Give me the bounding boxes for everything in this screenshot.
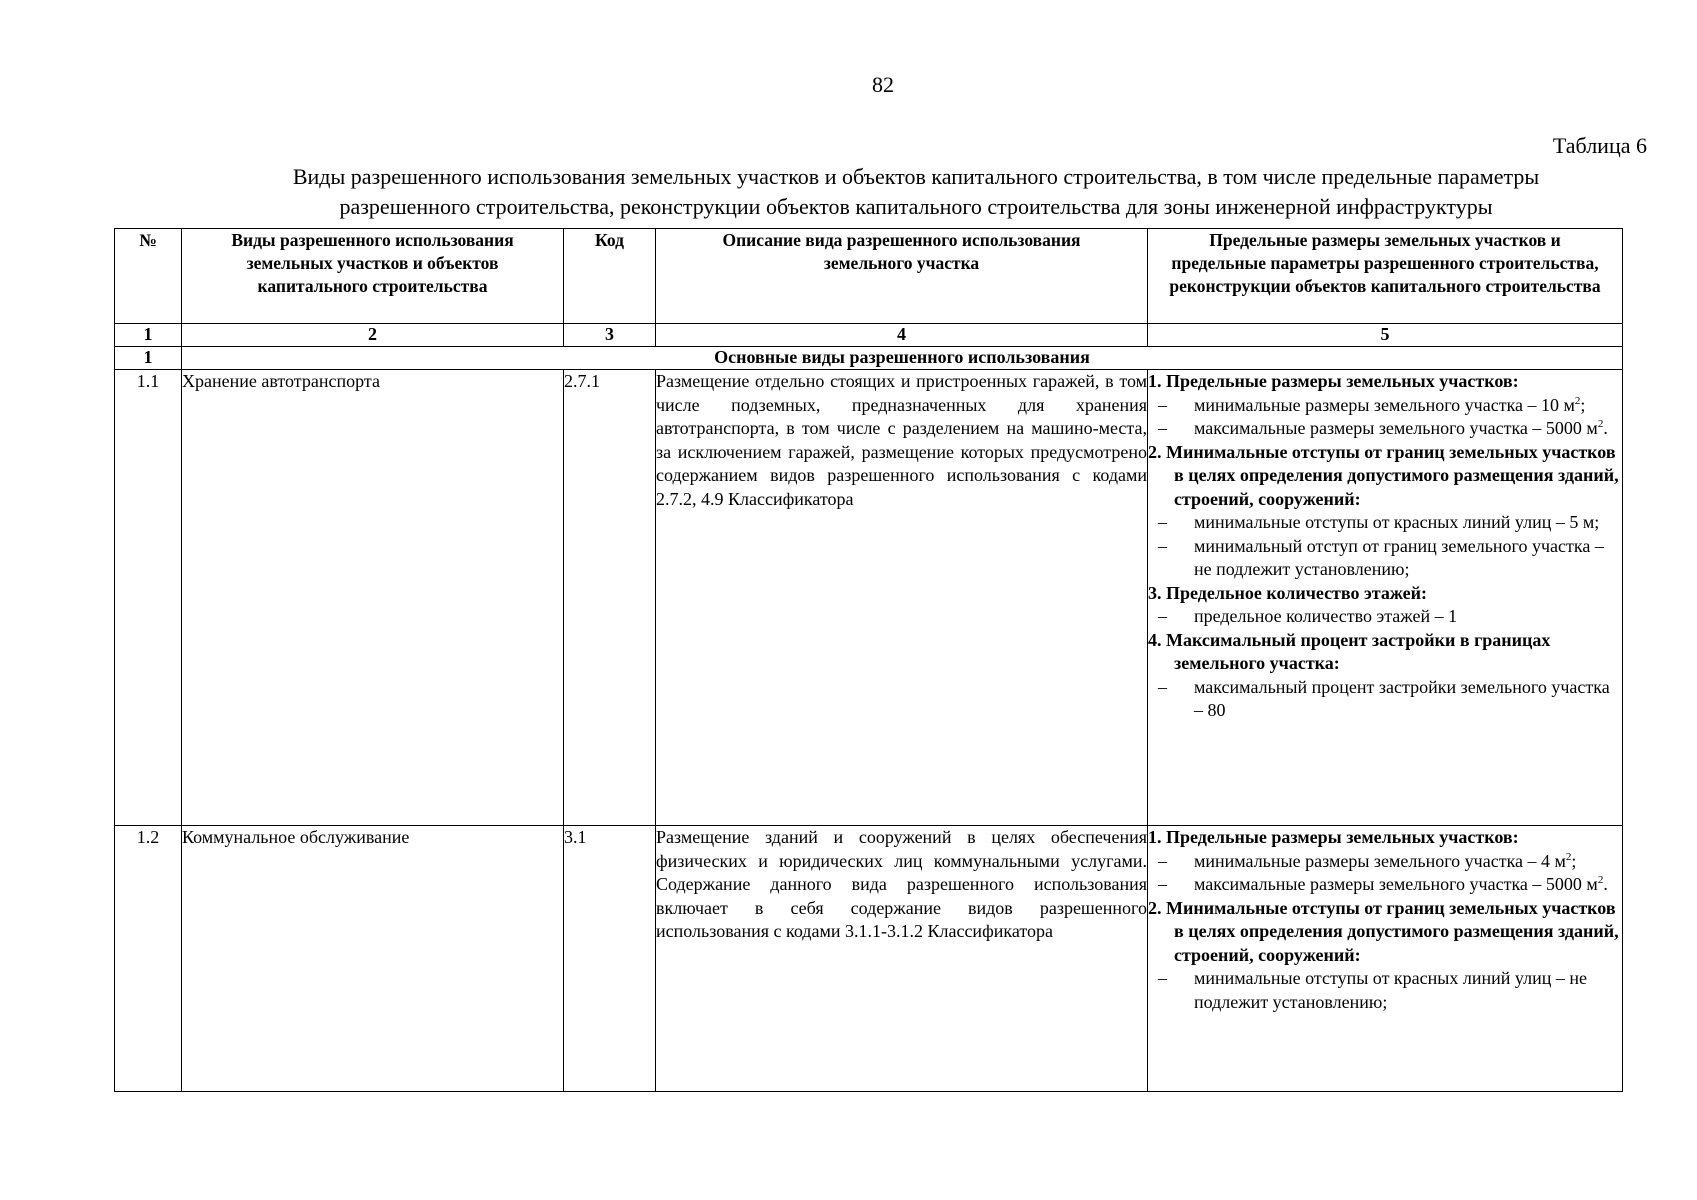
param-item: – минимальные размеры земельного участка – 10 $м^2$;: [1148, 394, 1622, 418]
column-number-5: 5: [1148, 324, 1623, 347]
dash-bullet: –: [1158, 512, 1167, 532]
param-item: – предельное количество этажей – 1: [1148, 605, 1622, 629]
param-item: – минимальный отступ от границ земельного участка – не подлежит установлению;: [1158, 535, 1604, 579]
page-number: 82: [872, 72, 894, 97]
header-description: Описание вида разрешенного использования земельного участка: [656, 229, 1148, 324]
dash-bullet: –: [1158, 968, 1167, 988]
dash-bullet: –: [1158, 606, 1167, 626]
dash-bullet: –: [1158, 850, 1167, 871]
row-code: 2.7.1: [564, 370, 656, 826]
header-num: №: [115, 229, 182, 324]
param-heading: 2. Минимальные отступы от границ земельных участков в целях определения допустимого размещения зданий, строений, сооружений:: [1148, 441, 1619, 509]
param-item: – максимальный процент застройки земельного участка – 80: [1158, 676, 1610, 720]
header-code: Код: [564, 229, 656, 324]
row-number: 1.1: [115, 370, 182, 826]
table-label: Таблица 6: [1552, 133, 1647, 158]
column-number-3: 3: [564, 324, 656, 347]
section-title: Основные виды разрешенного использования: [182, 347, 1623, 370]
row-number: 1.2: [115, 826, 182, 1092]
row-code: 3.1: [564, 826, 656, 1092]
land-use-table: [114, 228, 1623, 1092]
row-kind: Коммунальное обслуживание: [182, 826, 564, 1092]
dash-bullet: –: [1158, 418, 1167, 438]
dash-bullet: –: [1158, 394, 1167, 415]
column-number-2: 2: [182, 324, 564, 347]
section-number: 1: [115, 347, 182, 370]
dash-bullet: –: [1158, 874, 1167, 894]
param-item: – минимальные размеры земельного участка – 4 $м^2$;: [1148, 850, 1622, 874]
column-number-4: 4: [656, 324, 1148, 347]
param-heading: 1. Предельные размеры земельных участков:: [1148, 371, 1519, 391]
row-description: Размещение отдельно стоящих и пристроенных гаражей, в том числе подземных, предназначенных для хранения автотранспорта, в том числе с разделением на машино-места, за исключением гаражей, размещение которых предусмотрено содержанием видов разрешенного использования с кодами 2.7.2, 4.9 Классификатора: [656, 370, 1148, 826]
param-heading: 1. Предельные размеры земельных участков:: [1148, 827, 1519, 847]
table-row: [115, 370, 1623, 826]
param-item: – минимальные отступы от красных линий улиц – 5 м;: [1148, 511, 1622, 535]
header-kind: Виды разрешенного использования земельных участков и объектов капитального строительства: [182, 229, 564, 324]
table-title-line-1: Виды разрешенного использования земельных участков и объектов капитального строительства, в том числе предельные параметры: [292, 164, 1540, 189]
column-number-row: [115, 324, 1623, 347]
dash-bullet: –: [1158, 535, 1167, 556]
param-heading: 2. Минимальные отступы от границ земельных участков в целях определения допустимого размещения зданий, строений, сооружений:: [1148, 897, 1619, 965]
param-heading: 3. Предельное количество этажей:: [1148, 582, 1427, 603]
dash-bullet: –: [1158, 676, 1167, 697]
row-params: [1148, 826, 1623, 1092]
row-kind: Хранение автотранспорта: [182, 370, 564, 826]
table-title-line-2: разрешенного строительства, реконструкции объектов капитального строительства для зоны инженерной инфраструктуры: [339, 194, 1493, 219]
param-item: – максимальные размеры земельного участка – 5000 $м^2$.: [1148, 873, 1622, 897]
header-params: Предельные размеры земельных участков и предельные параметры разрешенного строительства, реконструкции объектов капитального строительства: [1148, 229, 1623, 324]
param-item: – минимальные отступы от красных линий улиц – не подлежит установлению;: [1158, 968, 1587, 1012]
row-description: Размещение зданий и сооружений в целях обеспечения физических и юридических лиц коммунальными услугами. Содержание данного вида разрешенного использования включает в себя содержание видов разрешенного использования с кодами 3.1.1-3.1.2 Классификатора: [656, 826, 1148, 1092]
param-heading: 4. Максимальный процент застройки в границах земельного участка:: [1148, 629, 1551, 673]
table-title: [116, 162, 1697, 222]
row-params: [1148, 370, 1623, 826]
column-number-1: 1: [115, 324, 182, 347]
section-row: [115, 347, 1623, 370]
table-row: [115, 826, 1623, 1092]
param-item: – максимальные размеры земельного участка – 5000 $м^2$.: [1148, 417, 1622, 441]
header-row: [115, 229, 1623, 324]
